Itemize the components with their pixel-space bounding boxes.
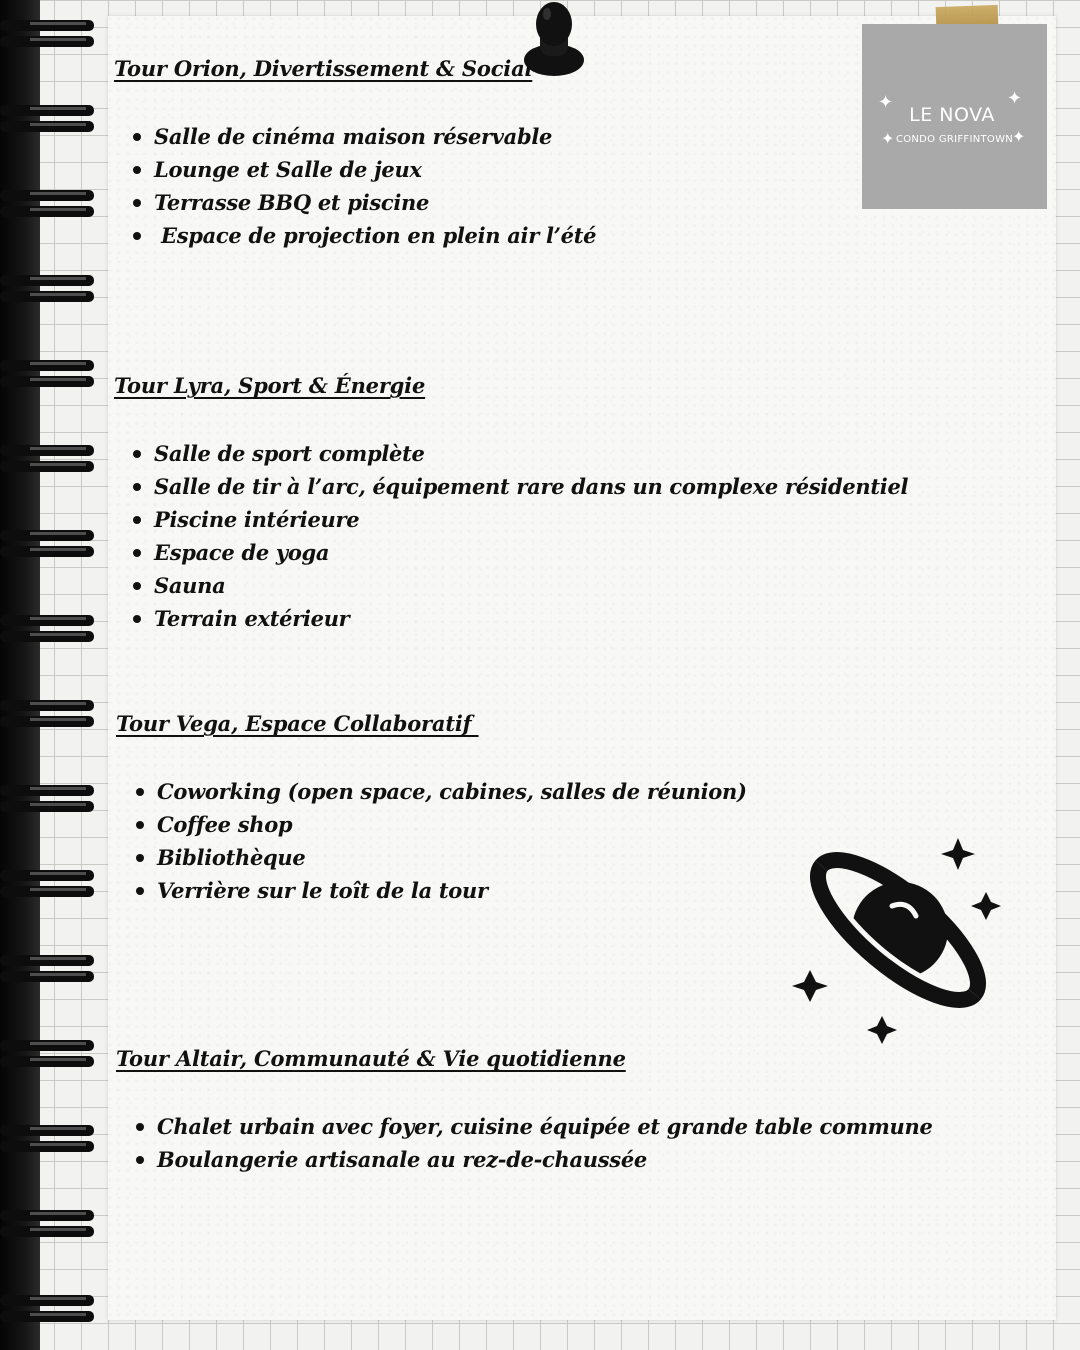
list-item: Boulangerie artisanale au rez-de-chaussée — [157, 1143, 933, 1176]
spiral-ring — [0, 971, 94, 982]
spiral-ring — [0, 631, 94, 642]
logo-subtitle: CONDO GRIFFINTOWN — [895, 134, 1014, 145]
section-lyra — [114, 371, 908, 635]
list-item: Coffee shop — [157, 808, 747, 841]
spiral-ring — [0, 36, 94, 47]
spiral-ring — [0, 376, 94, 387]
spiral-ring-highlight — [30, 548, 86, 551]
spiral-ring — [0, 615, 94, 626]
spiral-ring-highlight — [30, 787, 86, 790]
spiral-ring-highlight — [30, 718, 86, 721]
spiral-ring — [0, 291, 94, 302]
section-heading: Tour Vega, Espace Collaboratif — [116, 711, 479, 736]
spiral-ring — [0, 716, 94, 727]
spiral-ring-highlight — [30, 1042, 86, 1045]
amenity-list — [116, 1110, 933, 1176]
amenity-list — [114, 437, 908, 635]
spiral-ring — [0, 275, 94, 286]
spiral-ring — [0, 870, 94, 881]
spiral-ring — [0, 530, 94, 541]
spiral-ring-highlight — [30, 22, 86, 25]
list-item: Bibliothèque — [157, 841, 747, 874]
spiral-ring — [0, 190, 94, 201]
section-heading: Tour Orion, Divertissement & Social — [114, 56, 533, 81]
list-item: Chalet urbain avec foyer, cuisine équipée et grande table commune — [157, 1110, 933, 1143]
spiral-ring — [0, 700, 94, 711]
spiral-ring-highlight — [30, 192, 86, 195]
sparkle-icon: ✦ — [878, 92, 894, 113]
spiral-ring-highlight — [30, 107, 86, 110]
spiral-ring-highlight — [30, 532, 86, 535]
section-orion — [114, 54, 596, 252]
amenity-list — [114, 120, 596, 252]
spiral-ring-highlight — [30, 208, 86, 211]
list-item: Piscine intérieure — [154, 503, 908, 536]
spiral-ring-highlight — [30, 277, 86, 280]
spiral-ring — [0, 360, 94, 371]
spiral-ring — [0, 20, 94, 31]
section-vega — [116, 709, 747, 907]
spiral-ring — [0, 801, 94, 812]
spiral-ring-highlight — [30, 38, 86, 41]
planet-icon — [788, 834, 1006, 1048]
spiral-ring-highlight — [30, 957, 86, 960]
spiral-ring-highlight — [30, 463, 86, 466]
list-item: Terrasse BBQ et piscine — [154, 186, 596, 219]
logo-title: LE NOVA — [909, 104, 995, 126]
list-item: Salle de tir à l’arc, équipement rare dans un complexe résidentiel — [154, 470, 908, 503]
spiral-ring-highlight — [30, 1313, 86, 1316]
spiral-ring-highlight — [30, 1058, 86, 1061]
spiral-ring-highlight — [30, 1212, 86, 1215]
spiral-ring-highlight — [30, 973, 86, 976]
section-heading: Tour Altair, Communauté & Vie quotidienne — [116, 1046, 626, 1071]
spiral-ring-highlight — [30, 293, 86, 296]
list-item: Lounge et Salle de jeux — [154, 153, 596, 186]
spiral-ring — [0, 121, 94, 132]
spiral-ring-highlight — [30, 447, 86, 450]
spiral-ring — [0, 105, 94, 116]
list-item: Coworking (open space, cabines, salles de réunion) — [157, 775, 747, 808]
section-heading: Tour Lyra, Sport & Énergie — [114, 373, 426, 398]
sparkle-icon: ✦ — [881, 129, 895, 148]
sparkle-icon: ✦ — [1012, 127, 1026, 146]
logo-card — [862, 24, 1047, 209]
spiral-ring-highlight — [30, 872, 86, 875]
spiral-ring-highlight — [30, 123, 86, 126]
spiral-ring — [0, 1040, 94, 1051]
list-item: Salle de cinéma maison réservable — [154, 120, 596, 153]
spiral-ring — [0, 546, 94, 557]
spiral-ring-highlight — [30, 888, 86, 891]
list-item: Terrain extérieur — [154, 602, 908, 635]
spiral-ring — [0, 955, 94, 966]
spiral-ring — [0, 1141, 94, 1152]
list-item: Sauna — [154, 569, 908, 602]
spiral-ring-highlight — [30, 1228, 86, 1231]
spiral-ring-highlight — [30, 633, 86, 636]
spiral-ring-highlight — [30, 803, 86, 806]
spiral-rings — [0, 0, 110, 1350]
spiral-ring — [0, 1226, 94, 1237]
spiral-ring-highlight — [30, 1143, 86, 1146]
list-item: Espace de projection en plein air l’été — [154, 219, 596, 252]
spiral-ring-highlight — [30, 617, 86, 620]
spiral-ring — [0, 445, 94, 456]
spiral-ring — [0, 1056, 94, 1067]
spiral-ring — [0, 886, 94, 897]
spiral-ring — [0, 1311, 94, 1322]
spiral-ring — [0, 1210, 94, 1221]
spiral-ring — [0, 461, 94, 472]
spiral-ring — [0, 206, 94, 217]
spiral-ring-highlight — [30, 1127, 86, 1130]
spiral-ring — [0, 1125, 94, 1136]
list-item: Salle de sport complète — [154, 437, 908, 470]
sparkle-icon: ✦ — [1007, 88, 1023, 109]
spiral-ring — [0, 785, 94, 796]
spiral-ring-highlight — [30, 362, 86, 365]
spiral-ring — [0, 1295, 94, 1306]
spiral-ring-highlight — [30, 702, 86, 705]
section-altair — [116, 1044, 933, 1176]
amenity-list — [116, 775, 747, 907]
spiral-ring-highlight — [30, 1297, 86, 1300]
spiral-ring-highlight — [30, 378, 86, 381]
list-item: Espace de yoga — [154, 536, 908, 569]
list-item: Verrière sur le toît de la tour — [157, 874, 747, 907]
